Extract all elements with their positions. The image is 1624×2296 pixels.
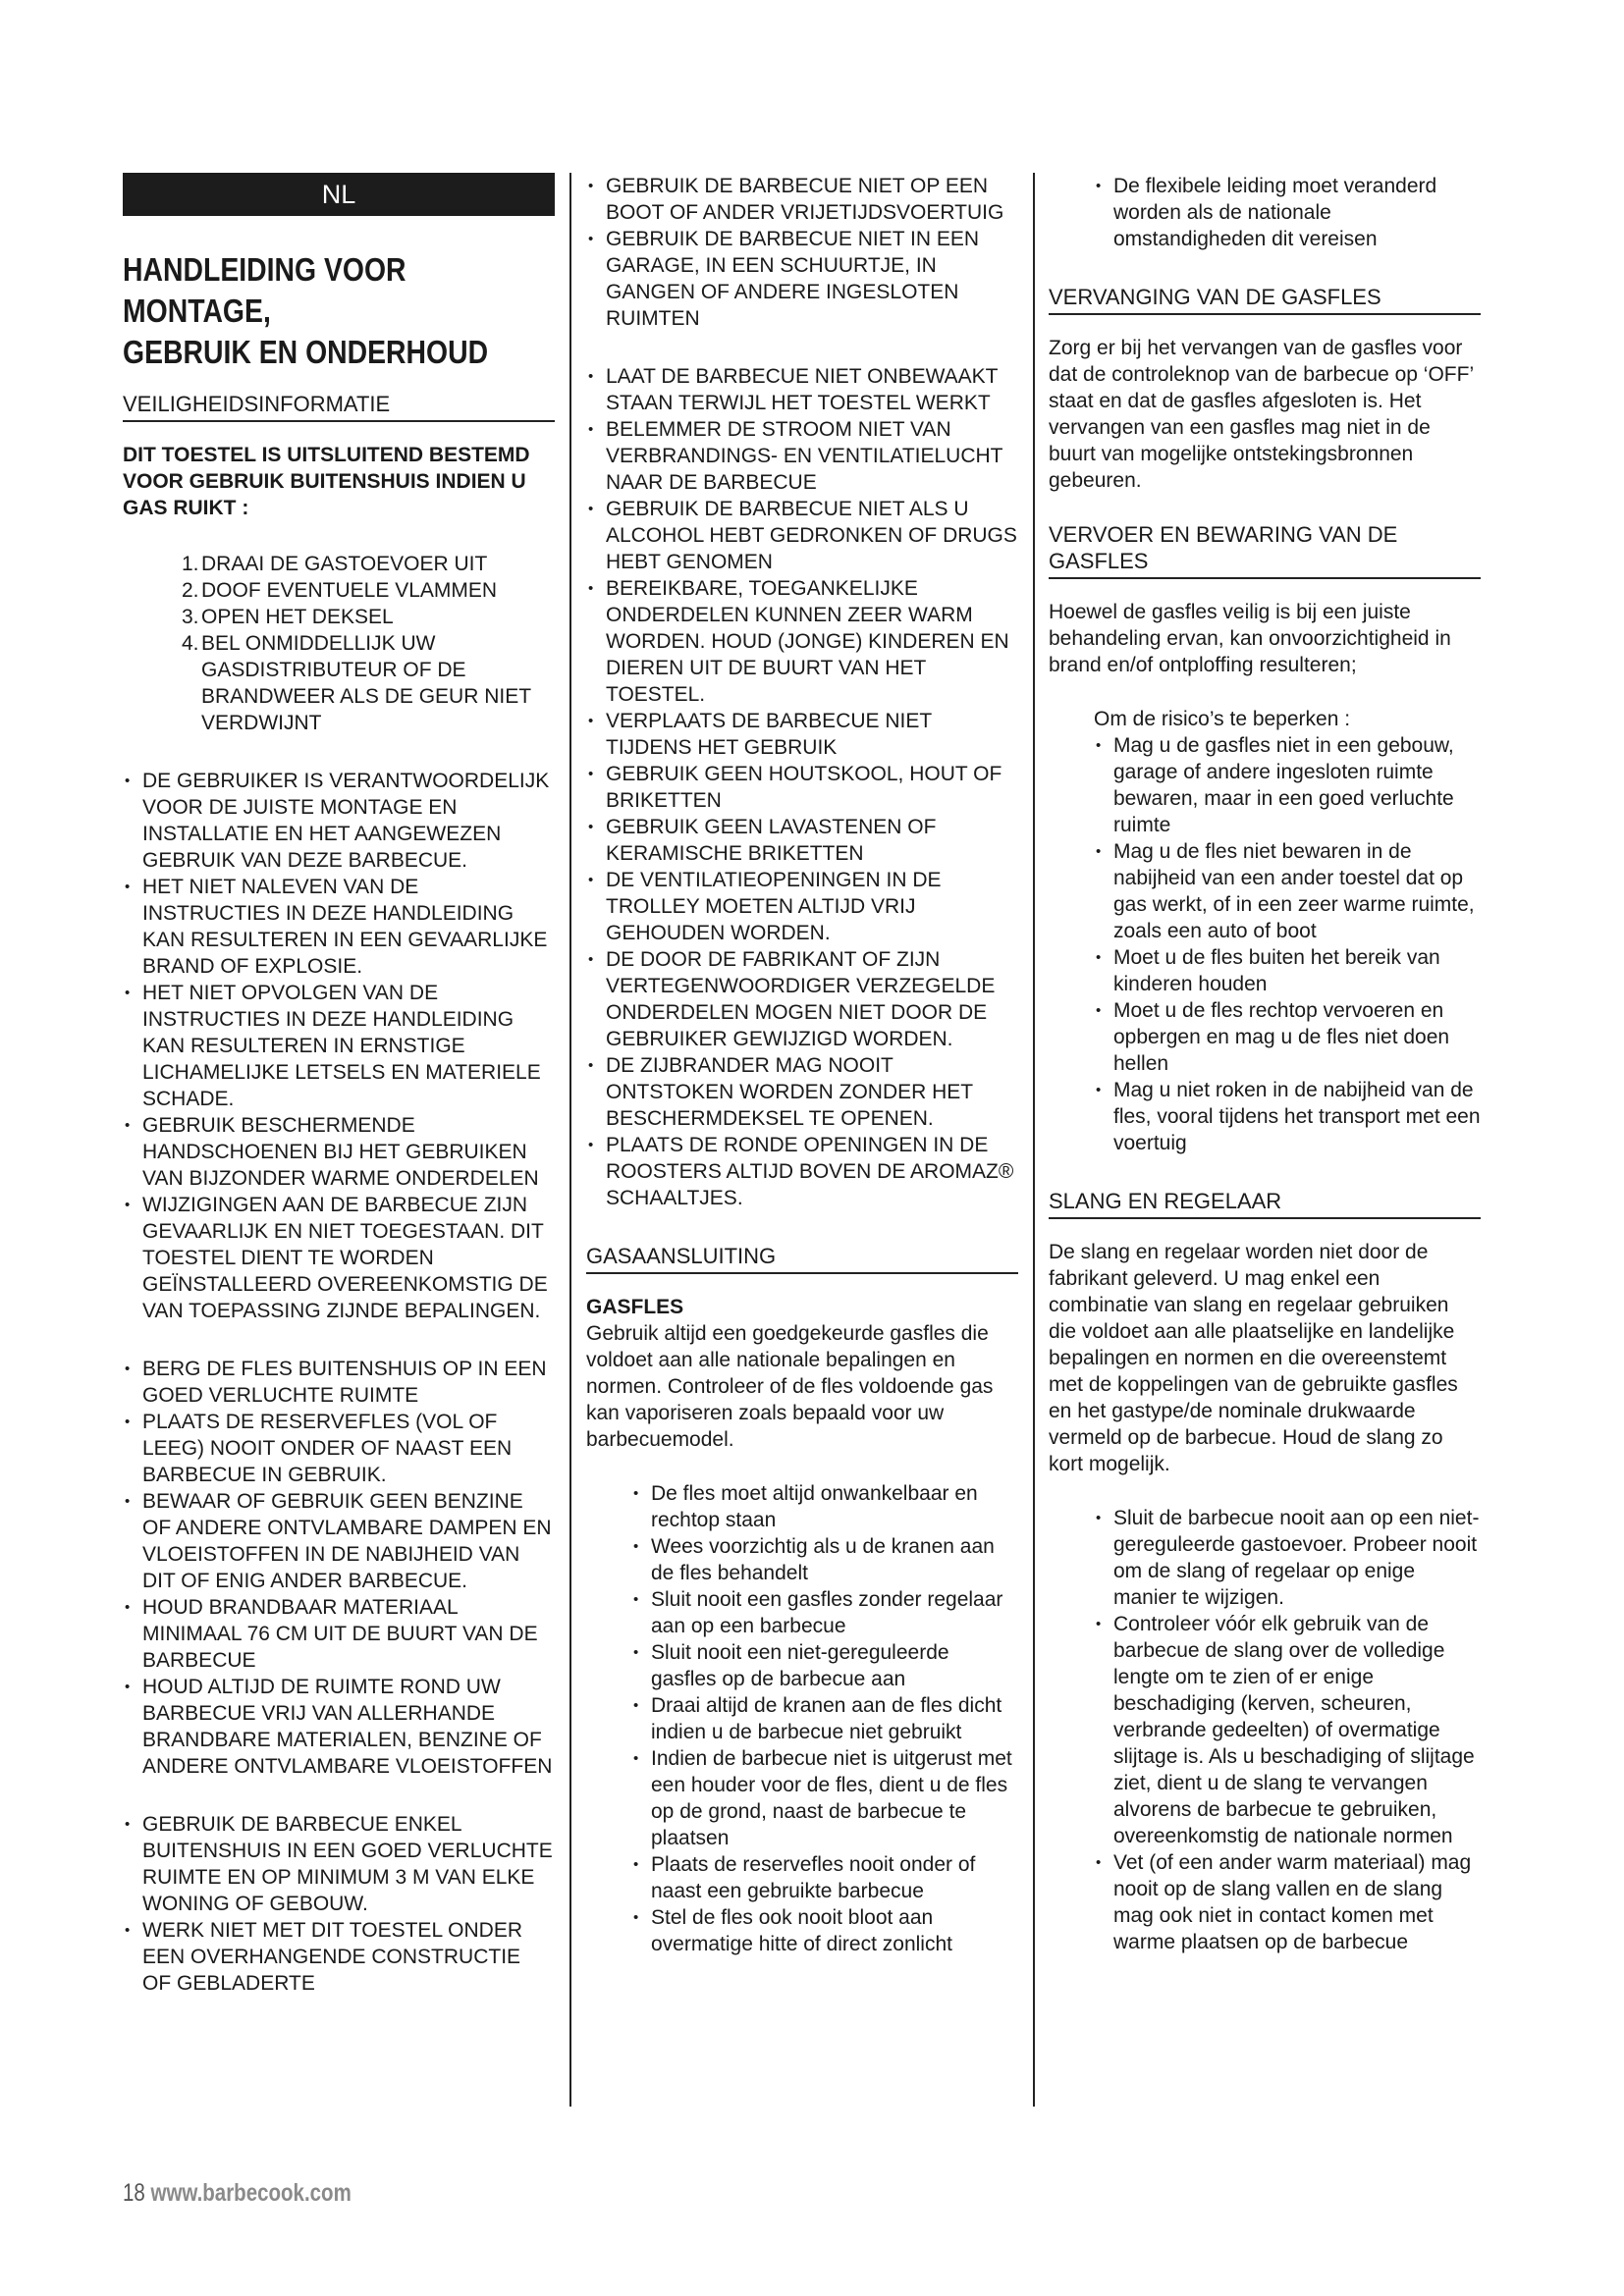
list-item: • Controleer vóór elk gebruik van de barbecue de slang over de volledige lengte om te zien of er enige beschadiging (kerven, scheuren, verbrande gedeelten) of overmatige slijtage is. Als u beschadiging of slijtage ziet, dient u de slang te vervangen alvorens de barbecue te gebruiken, overeenkomstig de nationale normen [1094, 1611, 1481, 1849]
step-item: 2. DOOF EVENTUELE VLAMMEN [182, 579, 498, 602]
gasfles-heading: GASFLES [586, 1296, 684, 1318]
list-item: • Stel de fles ook nooit bloot aan overmatige hitte of direct zonlicht [631, 1904, 1018, 1957]
list-item: • HET NIET NALEVEN VAN DE INSTRUCTIES IN DEZE HANDLEIDING KAN RESULTEREN IN EEN GEVAARLIJKE BRAND OF EXPLOSIE. [123, 874, 555, 980]
list-item: • Sluit de barbecue nooit aan op een niet-gereguleerde gastoevoer. Probeer nooit om de slang of regelaar op enige manier te wijzigen. [1094, 1505, 1481, 1611]
step-item: 4. BEL ONMIDDELLIJK UW GASDISTRIBUTEUR OF DE BRANDWEER ALS DE GEUR NIET VERDWIJNT [182, 632, 531, 734]
list-item: • Vet (of een ander warm materiaal) mag nooit op de slang vallen en de slang mag ook niet in contact komen met warme plaatsen op de barbecue [1094, 1849, 1481, 1955]
list-item: • DE VENTILATIEOPENINGEN IN DE TROLLEY MOETEN ALTIJD VRIJ GEHOUDEN WORDEN. [586, 867, 1018, 946]
list-item: • Sluit nooit een gasfles zonder regelaar aan op een barbecue [631, 1586, 1018, 1639]
list-item: • Wees voorzichtig als u de kranen aan de fles behandelt [631, 1533, 1018, 1586]
list-item: • Mag u de gasfles niet in een gebouw, garage of andere ingesloten ruimte bewaren, maar in een goed verluchte ruimte [1094, 732, 1481, 838]
replacement-text: Zorg er bij het vervangen van de gasfles voor dat de controleknop van de barbecue op ‘OFF’ staat en dat de gasfles afgesloten is. Het vervangen van een gasfles mag niet in de buurt van mogelijke ontstekingsbronnen gebeuren. [1049, 337, 1474, 492]
list-item: • DE DOOR DE FABRIKANT OF ZIJN VERTEGENWOORDIGER VERZEGELDE ONDERDELEN MOGEN NIET DOOR DE GEBRUIKER GEWIJZIGD WORDEN. [586, 946, 1018, 1052]
section-heading-transport: VERVOER EN BEWARING VAN DE GASFLES [1049, 521, 1481, 579]
list-item: • GEBRUIK BESCHERMENDE HANDSCHOENEN BIJ HET GEBRUIKEN VAN BIJZONDER WARME ONDERDELEN [123, 1112, 555, 1192]
list-item: • WERK NIET MET DIT TOESTEL ONDER EEN OVERHANGENDE CONSTRUCTIE OF GEBLADERTE [123, 1917, 555, 1997]
transport-text: Hoewel de gasfles veilig is bij een juiste behandeling ervan, kan onvoorzichtigheid in brand en/of ontploffing resulteren; [1049, 601, 1451, 676]
list-item: • GEBRUIK DE BARBECUE NIET IN EEN GARAGE, IN EEN SCHUURTJE, IN GANGEN OF ANDERE INGESLOTEN RUIMTEN [586, 226, 1018, 332]
gas-smell-steps [123, 551, 555, 736]
safety-list-b [123, 1356, 555, 1780]
list-item: • BERG DE FLES BUITENSHUIS OP IN EEN GOED VERLUCHTE RUIMTE [123, 1356, 555, 1409]
list-item: • DE ZIJBRANDER MAG NOOIT ONTSTOKEN WORDEN ZONDER HET BESCHERMDEKSEL TE OPENEN. [586, 1052, 1018, 1132]
column-divider-1 [569, 173, 571, 2107]
list-item: • Draai altijd de kranen aan de fles dicht indien u de barbecue niet gebruikt [631, 1692, 1018, 1745]
title-line-1: HANDLEIDING VOOR MONTAGE, [123, 251, 406, 329]
list-item: • GEBRUIK DE BARBECUE NIET OP EEN BOOT OF ANDER VRIJETIJDSVOERTUIG [586, 173, 1018, 226]
list-item: • Mag u niet roken in de nabijheid van de fles, vooral tijdens het transport met een voertuig [1094, 1077, 1481, 1156]
list-item: • GEBRUIK DE BARBECUE NIET ALS U ALCOHOL HEBT GEDRONKEN OF DRUGS HEBT GENOMEN [586, 496, 1018, 575]
page-footer [123, 2179, 352, 2208]
section-heading-hose: SLANG EN REGELAAR [1049, 1188, 1481, 1219]
step-item: 3. OPEN HET DEKSEL [182, 606, 394, 628]
list-item: • GEBRUIK DE BARBECUE ENKEL BUITENSHUIS IN EEN GOED VERLUCHTE RUIMTE EN OP MINIMUM 3 M VAN ELKE WONING OF GEBOUW. [123, 1811, 555, 1917]
list-item: • LAAT DE BARBECUE NIET ONBEWAAKT STAAN TERWIJL HET TOESTEL WERKT [586, 363, 1018, 416]
gasfles-text: Gebruik altijd een goedgekeurde gasfles die voldoet aan alle nationale bepalingen en normen. Controleer of de fles voldoende gas kan vaporiseren zoals bepaald voor uw barbecuemodel. [586, 1322, 994, 1451]
list-item: • VERPLAATS DE BARBECUE NIET TIJDENS HET GEBRUIK [586, 708, 1018, 761]
list-item: • BEREIKBARE, TOEGANKELIJKE ONDERDELEN KUNNEN ZEER WARM WORDEN. HOUD (JONGE) KINDEREN EN DIEREN UIT DE BUURT VAN HET TOESTEL. [586, 575, 1018, 708]
list-item: • HOUD BRANDBAAR MATERIAAL MINIMAAL 76 CM UIT DE BUURT VAN DE BARBECUE [123, 1594, 555, 1674]
hose-list [1049, 1505, 1481, 1955]
list-item: • PLAATS DE RONDE OPENINGEN IN DE ROOSTERS ALTIJD BOVEN DE AROMAZ® SCHAALTJES. [586, 1132, 1018, 1211]
safety-list-d [586, 173, 1018, 332]
list-item: • De flexibele leiding moet veranderd worden als de nationale omstandigheden dit vereisen [1094, 173, 1481, 252]
list-item: • Sluit nooit een niet-gereguleerde gasfles op de barbecue aan [631, 1639, 1018, 1692]
safety-list-c [123, 1811, 555, 1997]
language-label: NL [123, 173, 555, 216]
list-item: • GEBRUIK GEEN HOUTSKOOL, HOUT OF BRIKETTEN [586, 761, 1018, 814]
hose-text: De slang en regelaar worden niet door de fabrikant geleverd. U mag enkel een combinatie van slang en regelaar gebruiken die voldoet aan alle plaatselijke en landelijke bepalingen en normen en die overeenstemt met de koppelingen van de gebruikte gasfles en het gastype/de nominale drukwaarde vermeld op de barbecue. Houd de slang zo kort mogelijk. [1049, 1241, 1458, 1475]
list-item: • Moet u de fles rechtop vervoeren en opbergen en mag u de fles niet doen hellen [1094, 997, 1481, 1077]
column-3 [1049, 173, 1481, 1987]
list-item: • Plaats de reservefles nooit onder of naast een gebruikte barbecue [631, 1851, 1018, 1904]
section-heading-replacement: VERVANGING VAN DE GASFLES [1049, 284, 1481, 315]
section-heading-safety: VEILIGHEIDSINFORMATIE [123, 391, 555, 422]
title-line-2: GEBRUIK EN ONDERHOUD [123, 334, 489, 370]
website-link[interactable]: www.barbecook.com [150, 2179, 352, 2207]
warning-text: DIT TOESTEL IS UITSLUITEND BESTEMD VOOR GEBRUIK BUITENSHUIS INDIEN U GAS RUIKT : [123, 444, 530, 519]
list-item: • GEBRUIK GEEN LAVASTENEN OF KERAMISCHE BRIKETTEN [586, 814, 1018, 867]
list-item: • WIJZIGINGEN AAN DE BARBECUE ZIJN GEVAARLIJK EN NIET TOEGESTAAN. DIT TOESTEL DIENT TE WORDEN GEÏNSTALLEERD OVEREENKOMSTIG DE VAN TOEPASSING ZIJNDE BEPALINGEN. [123, 1192, 555, 1324]
gasfles-list [586, 1480, 1018, 1957]
column-2 [586, 173, 1018, 1989]
list-item: • De fles moet altijd onwankelbaar en rechtop staan [631, 1480, 1018, 1533]
list-item: • Indien de barbecue niet is uitgerust met een houder voor de fles, dient u de fles op de grond, naast de barbecue te plaatsen [631, 1745, 1018, 1851]
section-heading-gas-connection: GASAANSLUITING [586, 1243, 1018, 1274]
safety-list-e [586, 363, 1018, 1211]
page-number: 18 [123, 2179, 145, 2207]
column-1 [123, 173, 555, 2028]
list-item: • BEWAAR OF GEBRUIK GEEN BENZINE OF ANDERE ONTVLAMBARE DAMPEN EN VLOEISTOFFEN IN DE NABIJHEID VAN DIT OF ENIG ANDER BARBECUE. [123, 1488, 555, 1594]
list-item: • BELEMMER DE STROOM NIET VAN VERBRANDINGS- EN VENTILATIELUCHT NAAR DE BARBECUE [586, 416, 1018, 496]
column-divider-2 [1033, 173, 1035, 2107]
page-title [123, 249, 562, 373]
step-item: 1. DRAAI DE GASTOEVOER UIT [182, 553, 488, 575]
safety-list-a [123, 768, 555, 1324]
list-item: • Mag u de fles niet bewaren in de nabijheid van een ander toestel dat op gas werkt, of in een zeer warme ruimte, zoals een auto of boot [1094, 838, 1481, 944]
list-item: • HOUD ALTIJD DE RUIMTE ROND UW BARBECUE VRIJ VAN ALLERHANDE BRANDBARE MATERIALEN, BENZINE OF ANDERE ONTVLAMBARE VLOEISTOFFEN [123, 1674, 555, 1780]
list-item: • Moet u de fles buiten het bereik van kinderen houden [1094, 944, 1481, 997]
list-item: • PLAATS DE RESERVEFLES (VOL OF LEEG) NOOIT ONDER OF NAAST EEN BARBECUE IN GEBRUIK. [123, 1409, 555, 1488]
hose-note-list [1049, 173, 1481, 252]
risk-list [1049, 732, 1481, 1156]
list-item: • HET NIET OPVOLGEN VAN DE INSTRUCTIES IN DEZE HANDLEIDING KAN RESULTEREN IN ERNSTIGE LICHAMELIJKE LETSELS EN MATERIELE SCHADE. [123, 980, 555, 1112]
list-item: • DE GEBRUIKER IS VERANTWOORDELIJK VOOR DE JUISTE MONTAGE EN INSTALLATIE EN HET AANGEWEZEN GEBRUIK VAN DEZE BARBECUE. [123, 768, 555, 874]
risk-intro: Om de risico’s te beperken : [1094, 708, 1351, 730]
